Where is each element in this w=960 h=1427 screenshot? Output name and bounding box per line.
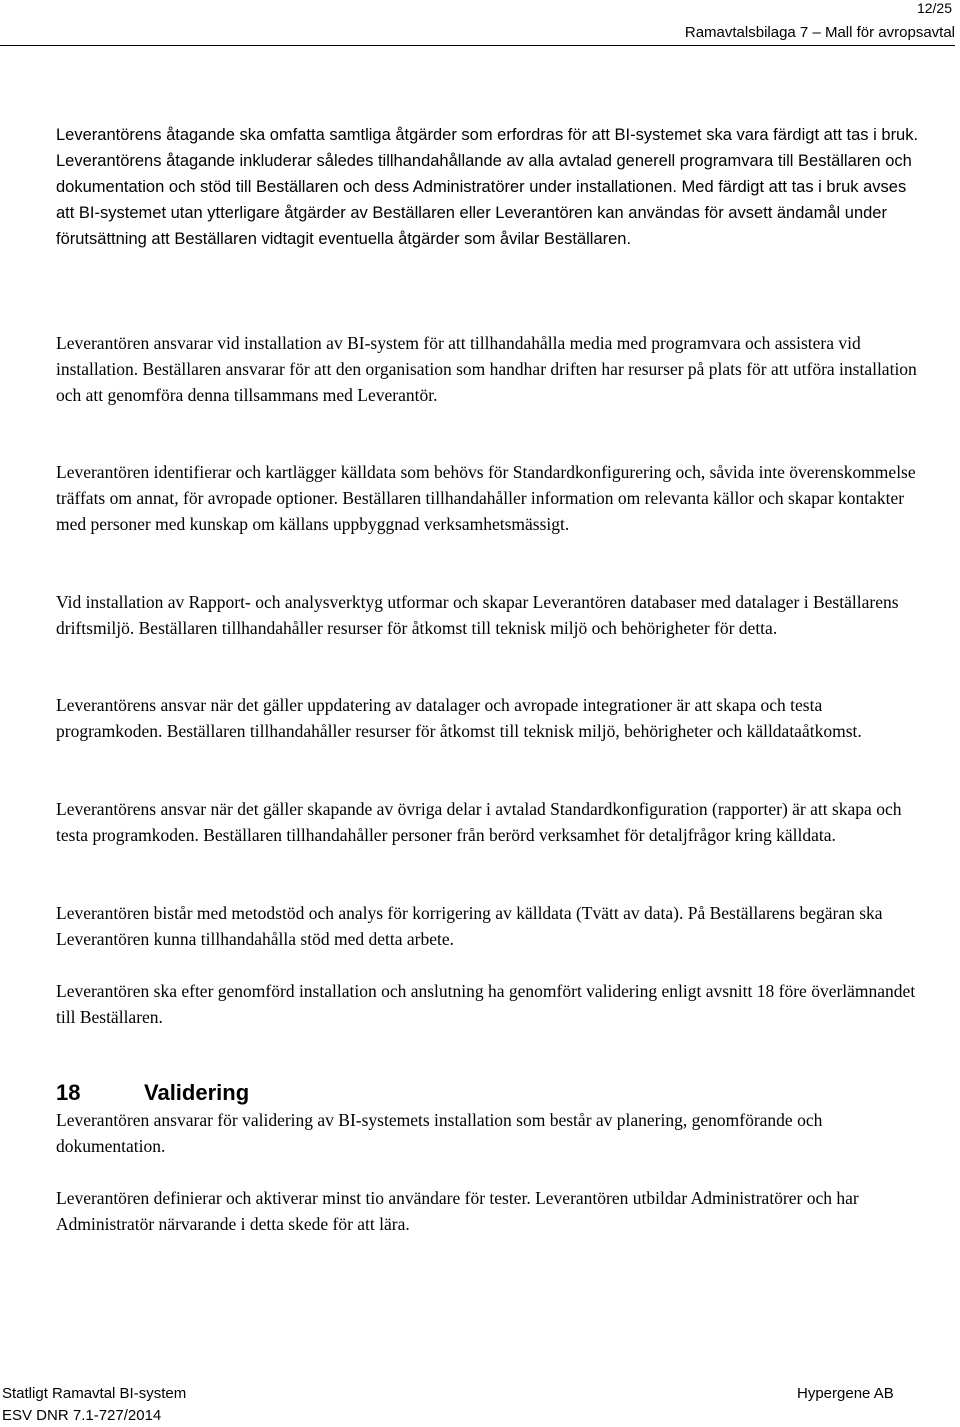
paragraph-data-correction: Leverantören bistår med metodstöd och analys för korrigering av källdata (Tvätt av data). På Beställarens begäran ska Leverantören kunna tillhandahålla stöd med detta arbete. [56, 903, 883, 949]
footer-dnr: ESV DNR 7.1-727/2014 [2, 1407, 162, 1424]
paragraph-validation-reference: Leverantören ska efter genomförd installation och anslutning ha genomfört validering enligt avsnitt 18 före överlämnandet till Beställaren. [56, 981, 916, 1027]
document-header-title: Ramavtalsbilaga 7 – Mall för avropsavtal [0, 24, 955, 46]
footer-contract-name: Statligt Ramavtal BI-system [2, 1385, 187, 1402]
paragraph-installation-responsibility-part1: Leverantören ansvarar vid installation av BI-system för att tillhandahålla media med programvara och assistera vid installation. [56, 333, 861, 379]
paragraph-datawarehouse-update: Leverantörens ansvar när det gäller uppdatering av datalager och avropade integrationer är att skapa och testa programkoden. Beställaren tillhandahåller resurser för åtkomst till teknisk miljö, behörigheter och källdataåtkomst. [56, 695, 862, 741]
paragraph-source-data-mapping: Leverantören identifierar och kartlägger källdata som behövs för Standardkonfigurering och, såvida inte överenskommelse träffats om annat, för avropade optioner. Beställaren tillhandahåller information om relevanta källor och skapar kontakter med personer med kunskap om källans uppbyggnad verksamhetsmässigt. [56, 462, 916, 534]
paragraph-acceptance-obligation: Leverantörens åtagande ska omfatta samtliga åtgärder som erfordras för att BI-systemet ska vara färdigt att tas i bruk. Leverantörens åtagande inkluderar således tillhandahållande av alla avtalad generell programvara till Beställaren och dokumentation och stöd till Beställaren och dess Administratörer under installationen. Med färdigt att tas i bruk avses att BI-systemet utan ytterligare åtgärder av Beställaren eller Leverantören kan användas för avsett ändamål under förutsättning att Beställaren vidtagit eventuella åtgärder som åvilar Beställaren. [56, 126, 919, 248]
page-number: 12/25 [916, 0, 952, 16]
paragraph-report-tools-installation: Vid installation av Rapport- och analysverktyg utformar och skapar Leverantören databaser med datalager i Beställarens driftsmiljö. Beställaren tillhandahåller resurser för åtkomst till teknisk miljö och behörigheter för detta. [56, 592, 899, 638]
section-heading-validering [56, 1078, 249, 1108]
section-title: Validering [144, 1080, 250, 1105]
paragraph-installation-responsibility-part2: Beställaren ansvarar för att den organisation som handhar driften har resurser på plats för att utföra installation och att genomföra denna tillsammans med Leverantör. [56, 359, 917, 405]
footer-left [2, 1383, 186, 1427]
paragraph-standard-configuration: Leverantörens ansvar när det gäller skapande av övriga delar i avtalad Standardkonfiguration (rapporter) är att skapa och testa programkoden. Beställaren tillhandahåller personer från berörd verksamhet för detaljfrågor kring källdata. [56, 799, 902, 845]
paragraph-installation-responsibility [56, 330, 926, 408]
footer-company: Hypergene AB [797, 1385, 894, 1402]
paragraph-test-users: Leverantören definierar och aktiverar minst tio användare för tester. Leverantören utbildar Administratörer och har Administratör närvarande i detta skede för att lära. [56, 1188, 859, 1234]
section-number: 18 [56, 1080, 81, 1105]
paragraph-validation-responsibility: Leverantören ansvarar för validering av BI-systemets installation som består av planering, genomförande och dokumentation. [56, 1110, 823, 1156]
